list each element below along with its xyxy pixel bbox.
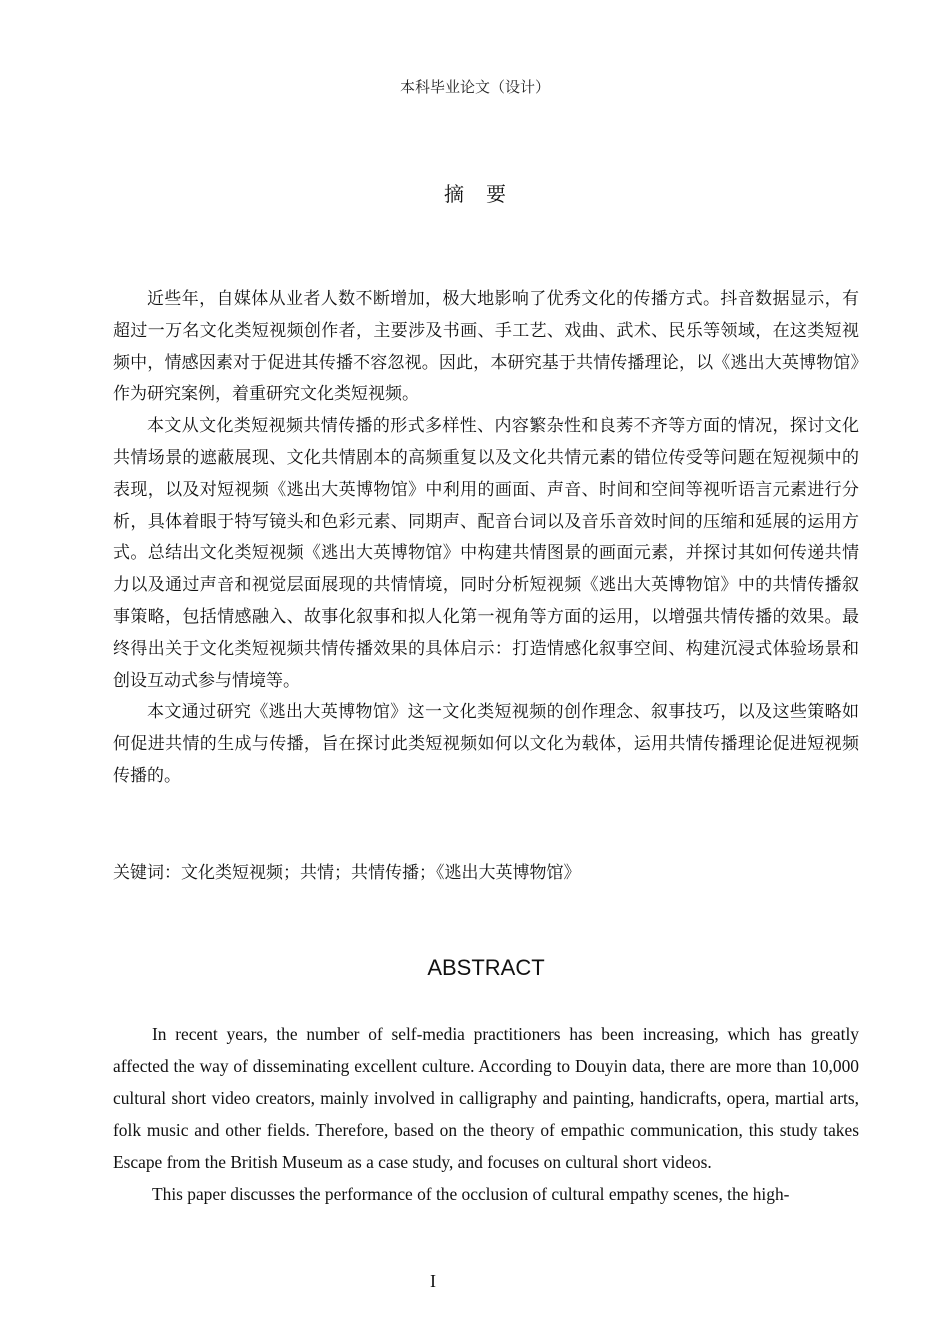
running-header: 本科毕业论文（设计） xyxy=(399,78,550,96)
abstract-en-paragraph-2: This paper discusses the performance of the occlusion of cultural empathy scenes, the high- xyxy=(152,1184,790,1204)
abstract-cn-paragraph-2: 本文从文化类短视频共情传播的形式多样性、内容繁杂性和良莠不齐等方面的情况，探讨文化共情场景的遮蔽展现、文化共情剧本的高频重复以及文化共情元素的错位传受等问题在短视频中的表现，以及对短视频《逃出大英博物馆》中利用的画面、声音、时间和空间等视听语言元素进行分析，具体着眼于特写镜头和色彩元素、同期声、配音台词以及音乐音效时间的压缩和延展的运用方式。总结出文化类短视频《逃出大英博物馆》中构建共情图景的画面元素，并探讨其如何传递共情力以及通过声音和视觉层面展现的共情情境，同时分析短视频《逃出大英博物馆》中的共情传播叙事策略，包括情感融入、故事化叙事和拟人化第一视角等方面的运用，以增强共情传播的效果。最终得出关于文化类短视频共情传播效果的具体启示：打造情感化叙事空间、构建沉浸式体验场景和创设互动式参与情境等。 xyxy=(113,416,859,691)
abstract-en-paragraph-1: In recent years, the number of self-media practitioners has been increasing, which has greatly affected the way of disseminating excellent culture. According to Douyin data, there are more than 10,000 cultural short video creators, mainly involved in calligraphy and painting, handicrafts, opera, martial arts, folk music and other fields. Therefore, based on the theory of empathic communication, this study takes Escape from the British Museum as a case study, and focuses on cultural short videos. xyxy=(113,1024,859,1172)
abstract-cn-body xyxy=(113,284,859,793)
page-number: I xyxy=(430,1271,436,1291)
keywords-line xyxy=(113,859,859,887)
keywords-text: 文化类短视频；共情；共情传播；《逃出大英博物馆》 xyxy=(181,863,581,883)
abstract-cn-title-part2: 要 xyxy=(486,182,506,206)
abstract-cn-title xyxy=(0,180,950,208)
abstract-cn-title-part1: 摘 xyxy=(444,182,464,206)
abstract-cn-paragraph-3: 本文通过研究《逃出大英博物馆》这一文化类短视频的创作理念、叙事技巧，以及这些策略如何促进共情的生成与传播，旨在探讨此类短视频如何以文化为载体，运用共情传播理论促进短视频传播的。 xyxy=(113,702,859,786)
keywords-label: 关键词： xyxy=(113,863,181,883)
abstract-cn-paragraph-1: 近些年，自媒体从业者人数不断增加，极大地影响了优秀文化的传播方式。抖音数据显示，有超过一万名文化类短视频创作者，主要涉及书画、手工艺、戏曲、武术、民乐等领域，在这类短视频中，情感因素对于促进其传播不容忽视。因此，本研究基于共情传播理论，以《逃出大英博物馆》作为研究案例，着重研究文化类短视频。 xyxy=(113,289,859,405)
abstract-en-body xyxy=(113,1018,859,1210)
abstract-en-title: ABSTRACT xyxy=(427,955,545,980)
